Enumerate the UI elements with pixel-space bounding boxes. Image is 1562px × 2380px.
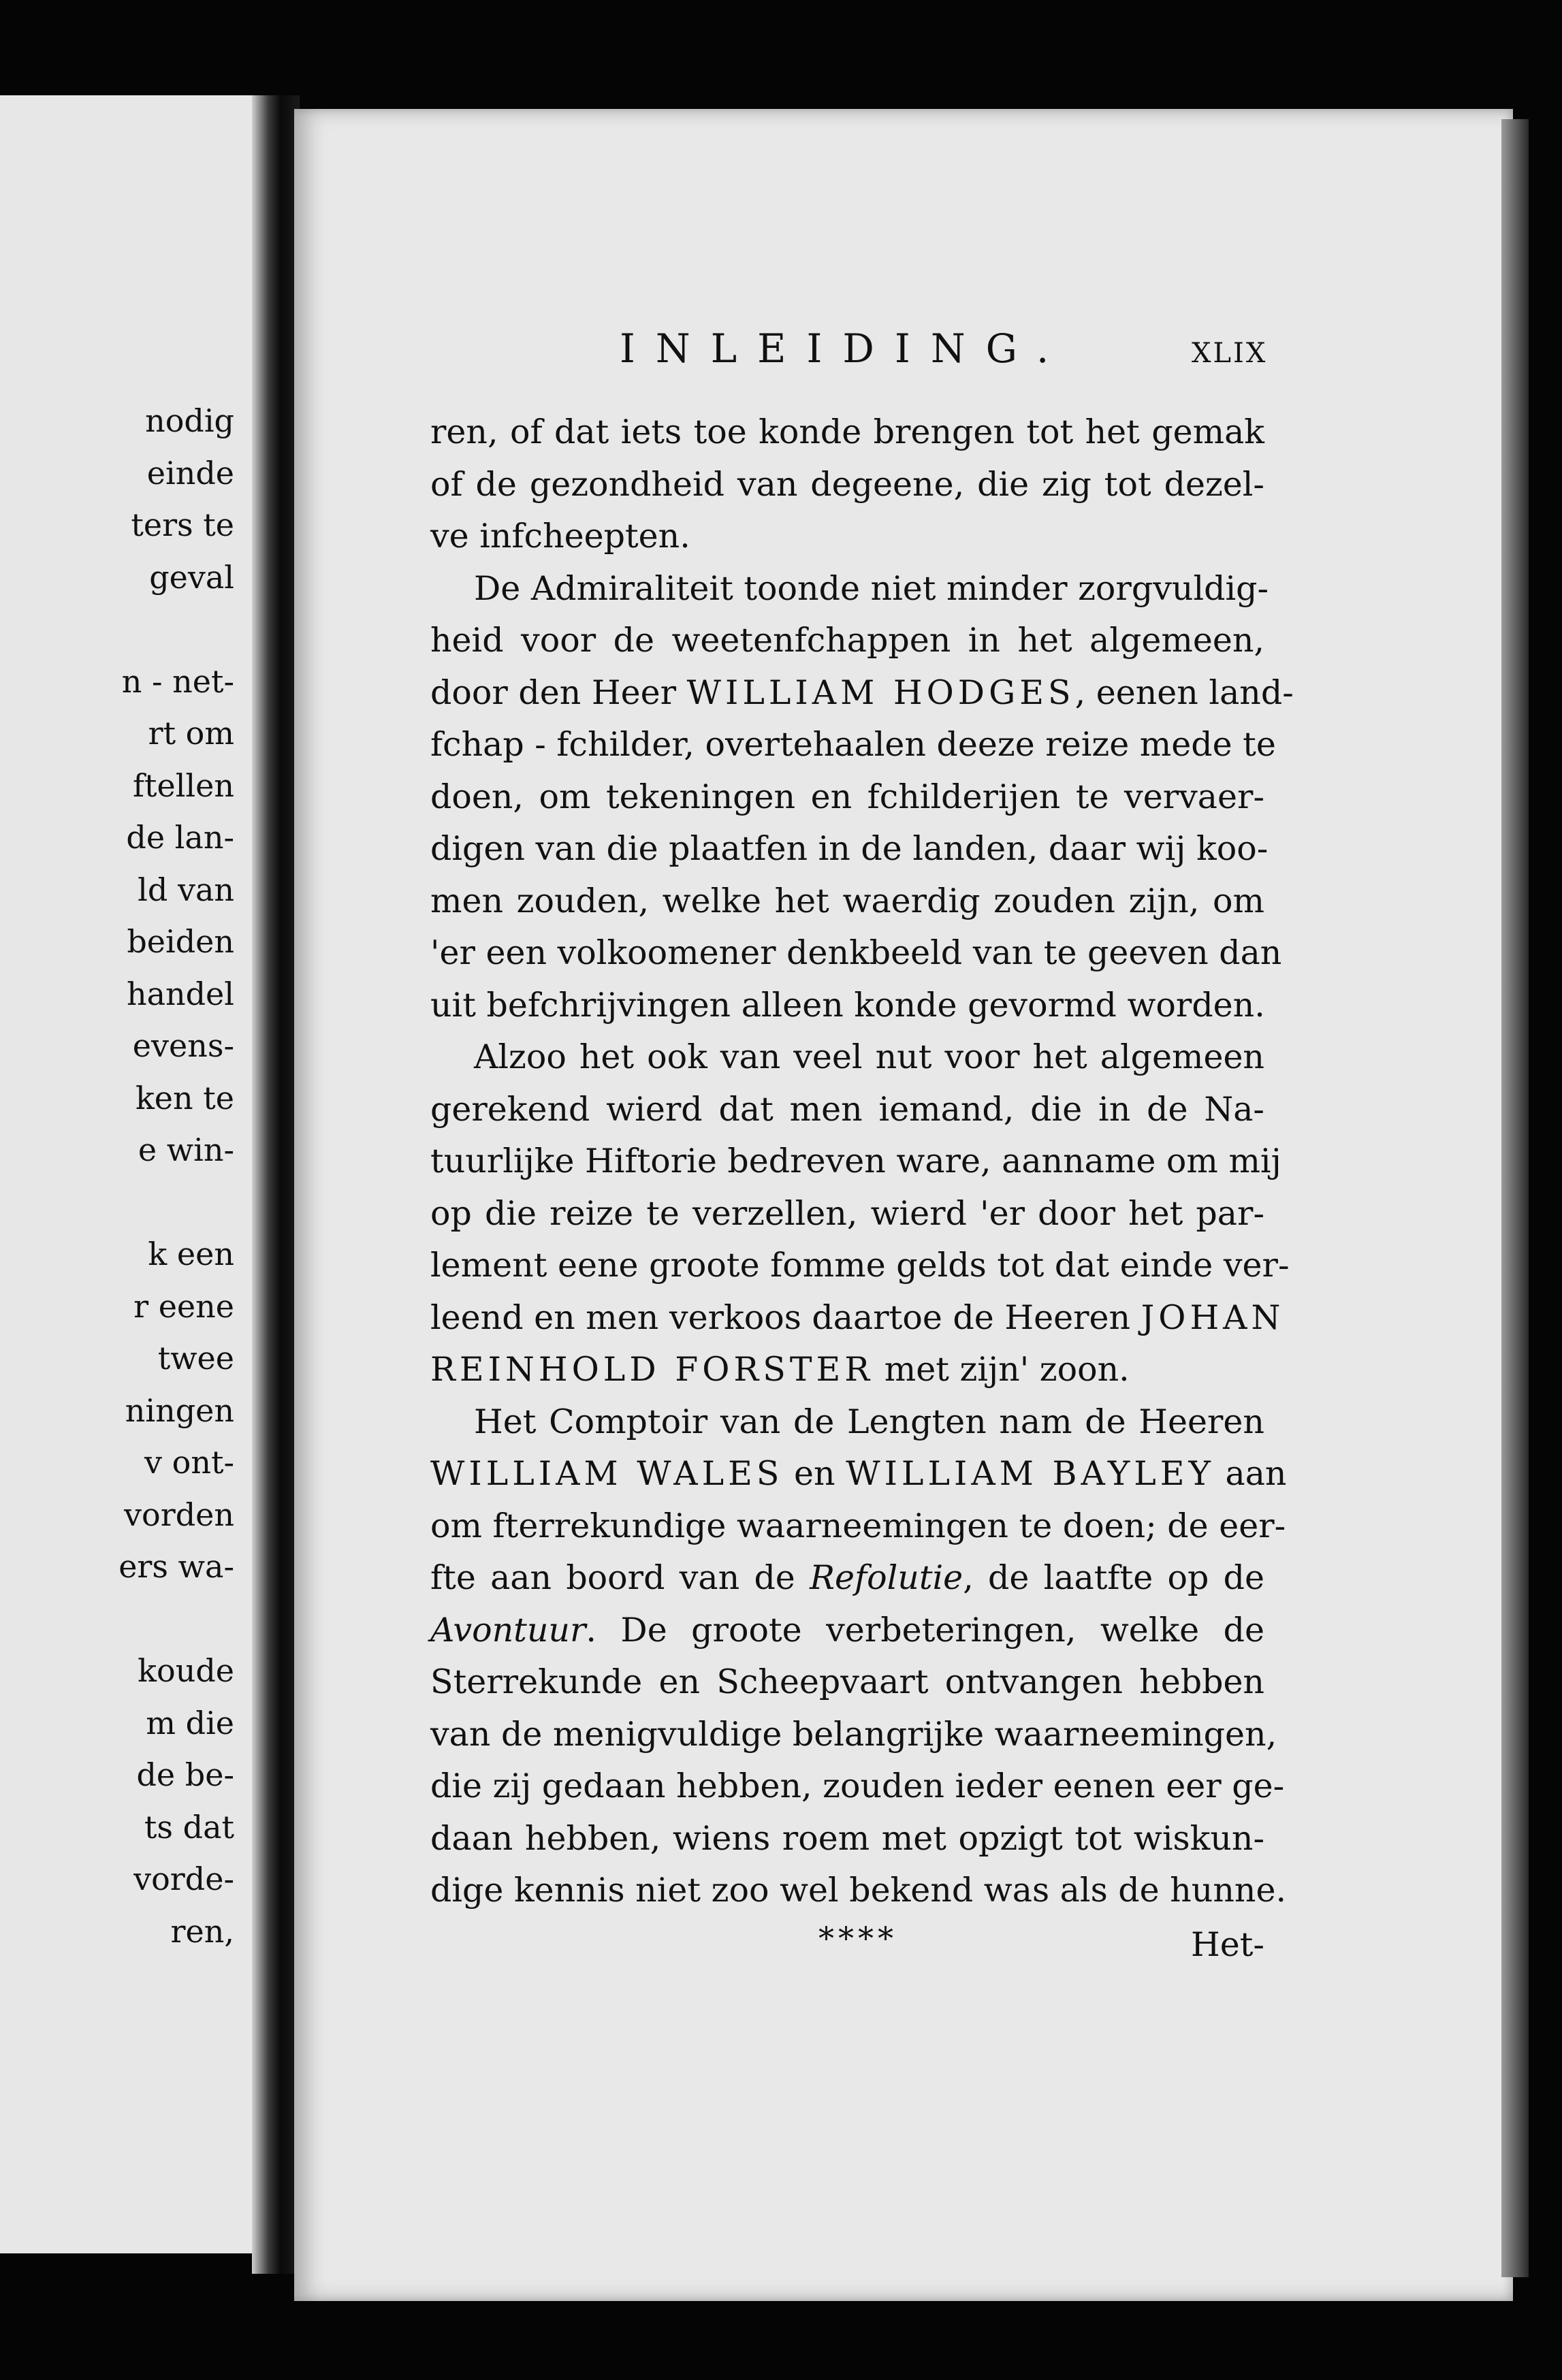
left-page-line: ters te bbox=[131, 506, 234, 543]
left-page-line bbox=[0, 1593, 252, 1645]
left-page bbox=[0, 95, 269, 2253]
text-run: fte aan boord van de bbox=[430, 1558, 810, 1597]
text-line bbox=[430, 667, 1294, 720]
text-line: 'er een volkoomener denkbeeld van te geeven dan bbox=[430, 933, 1282, 972]
book-gutter bbox=[252, 95, 300, 2274]
text-line: De Admiraliteit toonde niet minder zorgvuldig- bbox=[474, 568, 1269, 608]
left-page-line bbox=[0, 603, 252, 656]
text-line: tuurlijke Hiftorie bedreven ware, aanname om mij bbox=[430, 1142, 1281, 1180]
text-line: van de menigvuldige belangrijke waarneemingen, bbox=[430, 1714, 1277, 1754]
text-line bbox=[430, 1552, 1264, 1605]
left-page-line: de be- bbox=[136, 1756, 234, 1793]
catchword: Het- bbox=[1191, 1925, 1264, 1964]
text-line bbox=[430, 1292, 1285, 1345]
text-line: daan hebben, wiens roem met opzigt tot wiskun- bbox=[430, 1818, 1264, 1858]
left-page-line: ftellen bbox=[132, 767, 234, 804]
left-page-line: beiden bbox=[127, 923, 234, 960]
left-page-line: de lan- bbox=[126, 819, 234, 856]
text-line: Sterrekunde en Scheepvaart ontvangen hebben bbox=[430, 1662, 1264, 1701]
page-title: INLEIDING. bbox=[620, 325, 1070, 372]
name-smallcaps: WILLIAM HODGES bbox=[686, 673, 1075, 712]
left-page-line: ningen bbox=[125, 1392, 234, 1429]
left-page-line: handel bbox=[126, 975, 234, 1012]
text-line bbox=[430, 1605, 1264, 1657]
text-line: ren, of dat iets toe konde brengen tot het gemak bbox=[430, 413, 1264, 451]
page-number: XLIX bbox=[1192, 338, 1268, 369]
name-smallcaps: JOHAN bbox=[1141, 1298, 1285, 1337]
left-page-line: m die bbox=[146, 1704, 234, 1741]
signature-mark: **** bbox=[818, 1920, 897, 1957]
text-line bbox=[430, 1448, 1287, 1500]
text-line: ve infcheepten. bbox=[430, 517, 690, 556]
left-page-line: twee bbox=[157, 1340, 234, 1377]
left-page-line: evens- bbox=[132, 1027, 234, 1064]
left-page-line: n - net- bbox=[121, 662, 234, 700]
name-smallcaps: REINHOLD FORSTER bbox=[430, 1350, 874, 1389]
text-line: doen, om tekeningen en fchilderijen te vervaer- bbox=[430, 777, 1264, 816]
left-page-line: e win- bbox=[138, 1131, 234, 1168]
text-line: lement eene groote fomme gelds tot dat einde ver- bbox=[430, 1246, 1290, 1285]
left-page-text bbox=[0, 395, 252, 1957]
left-page-line: ers wa- bbox=[118, 1548, 234, 1585]
ship-name-italic: Refolutie bbox=[810, 1558, 963, 1597]
name-smallcaps: WILLIAM WALES bbox=[430, 1454, 784, 1493]
text-line: men zouden, welke het waerdig zouden zijn, om bbox=[430, 881, 1264, 920]
text-run: . De groote verbeteringen, welke de bbox=[586, 1610, 1264, 1650]
running-head bbox=[620, 325, 1437, 373]
left-page-line: nodig bbox=[145, 402, 234, 439]
text-line: die zij gedaan hebben, zouden ieder eenen eer ge- bbox=[430, 1767, 1285, 1805]
left-page-line: rt om bbox=[148, 715, 234, 752]
left-page-line: einde bbox=[146, 454, 234, 492]
text-run: door den Heer bbox=[430, 673, 687, 712]
page-edge bbox=[1501, 119, 1529, 2277]
text-run: met zijn' zoon. bbox=[874, 1350, 1130, 1389]
text-line bbox=[430, 1344, 1264, 1396]
body-text bbox=[430, 406, 1294, 1917]
left-page-line: koude bbox=[138, 1652, 234, 1689]
text-line: gerekend wierd dat men iemand, die in de Na- bbox=[430, 1089, 1264, 1129]
text-line: heid voor de weetenfchappen in het algemeen, bbox=[430, 621, 1264, 660]
text-line: fchap - fchilder, overtehaalen deeze reize mede te bbox=[430, 725, 1276, 764]
text-run: leend en men verkoos daartoe de Heeren bbox=[430, 1298, 1141, 1337]
text-run: en bbox=[783, 1454, 846, 1493]
left-page-line: vorden bbox=[124, 1496, 234, 1533]
left-page-line: ts dat bbox=[144, 1808, 234, 1846]
left-page-line: geval bbox=[149, 558, 234, 596]
page-footer bbox=[430, 1920, 1264, 1972]
left-page-line: vorde- bbox=[133, 1861, 234, 1897]
left-page-line: v ont- bbox=[144, 1444, 234, 1481]
text-line: of de gezondheid van degeene, die zig tot dezel- bbox=[430, 464, 1264, 504]
text-run: aan bbox=[1214, 1454, 1287, 1493]
left-page-line: ken te bbox=[135, 1079, 234, 1116]
name-smallcaps: WILLIAM BAYLEY bbox=[846, 1454, 1215, 1493]
left-page-line: r eene bbox=[133, 1287, 234, 1325]
left-page-line: k een bbox=[148, 1236, 234, 1272]
text-line: op die reize te verzellen, wierd 'er door het par- bbox=[430, 1193, 1264, 1233]
left-page-line: ren, bbox=[170, 1912, 234, 1950]
left-page-line bbox=[0, 1176, 252, 1229]
text-line: om fterrekundige waarneemingen te doen; de eer- bbox=[430, 1506, 1286, 1545]
text-line: dige kennis niet zoo wel bekend was als de hunne. bbox=[430, 1871, 1287, 1910]
text-run: , eenen land- bbox=[1074, 673, 1294, 712]
text-line: Het Comptoir van de Lengten nam de Heeren bbox=[474, 1402, 1264, 1441]
left-page-line: ld van bbox=[138, 871, 234, 908]
text-line: Alzoo het ook van veel nut voor het algemeen bbox=[474, 1038, 1264, 1076]
text-line: digen van die plaatfen in de landen, daar wij koo- bbox=[430, 829, 1269, 868]
text-run: , de laatfte op de bbox=[963, 1558, 1264, 1597]
ship-name-italic: Avontuur bbox=[430, 1610, 586, 1650]
text-line: uit befchrijvingen alleen konde gevormd worden. bbox=[430, 985, 1265, 1025]
